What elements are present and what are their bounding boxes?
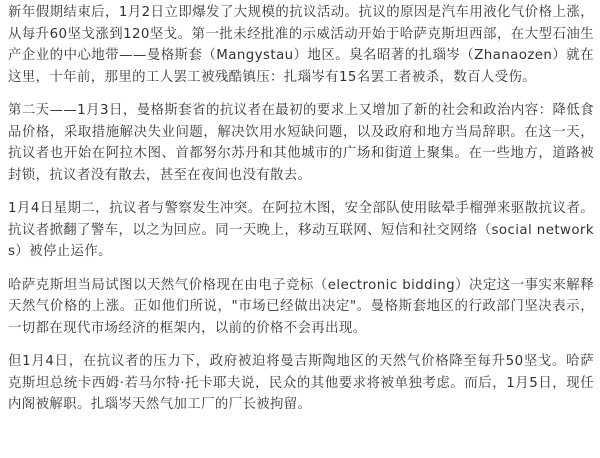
paragraph-3: 1月4日星期二，抗议者与警察发生冲突。在阿拉木图，安全部队使用眩晕手榴弹来驱散抗议者。抗议者掀翻了警车，以之为回应。同一天晚上，移动互联网、短信和社交网络（social networks）被停止运作。: [8, 201, 594, 259]
paragraph-1: 新年假期结束后，1月2日立即爆发了大规模的抗议活动。抗议的原因是汽车用液化气价格上涨，从每升60坚戈涨到120坚戈。第一批未经批准的示威活动开始于哈萨克斯坦西部，在大型石油生产企业的中心地带——曼格斯套（Mangystau）地区。臭名昭著的扎瑙岑（Zhanaozen）就在这里，十年前，那里的工人罢工被残酷镇压：扎瑙岑有15名罢工者被杀，数百人受伤。: [8, 5, 594, 85]
paragraph-4: 哈萨克斯坦当局试图以天然气价格现在由电子竞标（electronic bidding）决定这一事实来解释天然气价格的上涨。正如他们所说，"市场已经做出决定"。曼格斯套地区的行政部门坚决表示，一切都在现代市场经济的框架内，以前的价格不会再出现。: [8, 277, 594, 336]
paragraph-5: 但1月4日，在抗议者的压力下，政府被迫将曼吉斯陶地区的天然气价格降至每升50坚戈。哈萨克斯坦总统卡西姆·若马尔特·托卡耶夫说，民众的其他要求将被单独考虑。而后，1月5日，现任内阁被解职。扎瑙岑天然气加工厂的厂长被拘留。: [8, 354, 594, 412]
paragraph-2: 第二天——1月3日，曼格斯套省的抗议者在最初的要求上又增加了新的社会和政治内容：降低食品价格，采取措施解决失业问题，解决饮用水短缺问题，以及政府和地方当局辞职。在这一天，抗议者也开始在阿拉木图、首都努尔苏丹和其他城市的广场和街道上聚集。在一些地方，道路被封锁，抗议者没有散去，甚至在夜间也没有散去。: [8, 103, 594, 183]
